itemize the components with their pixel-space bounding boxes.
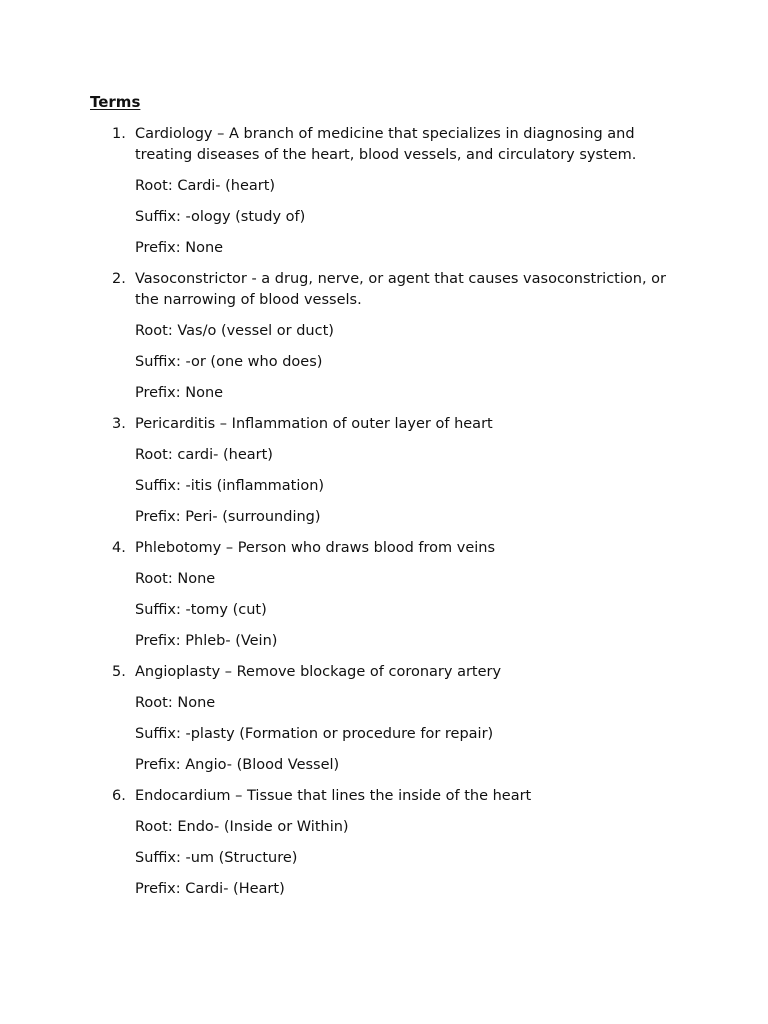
- term-definition: Pericarditis – Inflammation of outer layer of heart: [135, 416, 493, 432]
- term-suffix: Suffix: -ology (study of): [135, 209, 306, 225]
- terms-list: [90, 124, 690, 910]
- term-suffix: Suffix: -um (Structure): [135, 850, 298, 866]
- term-definition: Endocardium – Tissue that lines the inside of the heart: [135, 788, 532, 804]
- term-root: Root: cardi- (heart): [135, 447, 273, 463]
- list-item-term-4: [90, 538, 690, 652]
- list-item-term-6: [90, 786, 690, 900]
- term-root: Root: Vas/o (vessel or duct): [135, 323, 334, 339]
- term-suffix: Suffix: -tomy (cut): [135, 602, 267, 618]
- term-definition: Vasoconstrictor - a drug, nerve, or agent that causes vasoconstriction, or the narrowing of blood vessels.: [135, 271, 667, 308]
- term-suffix: Suffix: -plasty (Formation or procedure for repair): [135, 726, 494, 742]
- list-item-term-3: [90, 414, 690, 528]
- term-number: 5.: [112, 664, 126, 680]
- term-number: 1.: [112, 126, 126, 142]
- term-root: Root: None: [135, 695, 216, 711]
- term-root: Root: Cardi- (heart): [135, 178, 276, 194]
- term-prefix: Prefix: Cardi- (Heart): [135, 881, 285, 897]
- term-prefix: Prefix: None: [135, 385, 224, 401]
- term-prefix: Prefix: Phleb- (Vein): [135, 633, 278, 649]
- term-prefix: Prefix: Peri- (surrounding): [135, 509, 321, 525]
- list-item-term-1: [90, 124, 690, 259]
- term-prefix: Prefix: Angio- (Blood Vessel): [135, 757, 340, 773]
- list-item-term-5: [90, 662, 690, 776]
- term-root: Root: None: [135, 571, 216, 587]
- term-suffix: Suffix: -or (one who does): [135, 354, 323, 370]
- term-suffix: Suffix: -itis (inflammation): [135, 478, 325, 494]
- list-item-term-2: [90, 269, 690, 404]
- term-number: 2.: [112, 271, 126, 287]
- term-definition: Angioplasty – Remove blockage of coronary artery: [135, 664, 502, 680]
- term-number: 6.: [112, 788, 126, 804]
- term-definition: Phlebotomy – Person who draws blood from veins: [135, 540, 496, 556]
- term-number: 3.: [112, 416, 126, 432]
- term-number: 4.: [112, 540, 126, 556]
- term-prefix: Prefix: None: [135, 240, 224, 256]
- page-title: Terms: [90, 93, 141, 111]
- term-definition: Cardiology – A branch of medicine that specializes in diagnosing and treating diseases of the heart, blood vessels, and circulatory system.: [135, 126, 637, 163]
- term-root: Root: Endo- (Inside or Within): [135, 819, 349, 835]
